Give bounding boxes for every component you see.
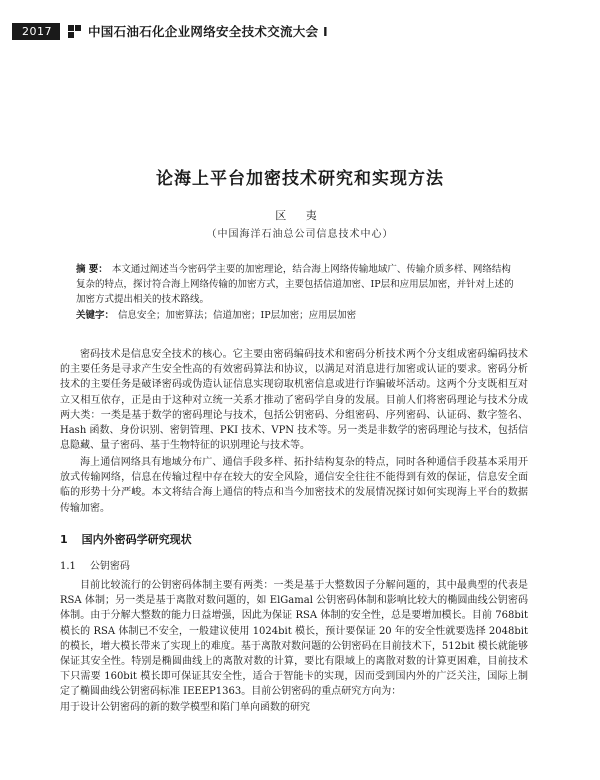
public-key-text: 目前比较流行的公钥密码体制主要有两类：一类是基于大整数因子分解问题的，其中最典型的代表是 RSA 体制；另一类是基于离散对数问题的，如 ElGamal 公钥密码体制和影响比较大的椭圆曲线公钥密码体制。由于分解大整数的能力日益增强，因此为保证 RSA 体制的安全性，总是要增加模长。目前 768bit 模长的 RSA 体制已不安全，一般建议使用 1024bit 模长，预计要保证 20 年的安全性就要选择 2048bit 的模长，增大模长带来了实现上的难度。基于离散对数问题的公钥密码在目前技术下，512bit 模长就能够保证其安全性。特别是椭圆曲线上的离散对数的计算，要比有限域上的离散对数的计算更困难，目前技术下只需要 160bit 模长即可保证其安全性，适合于智能卡的实现，因而受到国内外的广泛关注，国际上制定了椭圆曲线公钥密码标准 IEEEP1363。目前公钥密码的重点研究方向为： — [60, 580, 528, 698]
subsection-title: 公钥密码 — [89, 561, 130, 572]
body-paragraph-network: 海上通信网络具有地域分布广、通信手段多样、拓扑结构复杂的特点，同时各种通信手段基本采用开放式传输网络，信息在传输过程中存在较大的安全风险，通信安全往往不能得到有效的保证，信息安全面临的形势十分严峻。本文将结合海上通信的特点和当今加密技术的发展情况探讨如何实现海上平台的数据传输加密。 — [60, 457, 528, 514]
keywords-label: 关键字： — [76, 310, 115, 321]
keywords — [76, 308, 516, 323]
keywords-text: 信息安全；加密算法；信道加密；IP层加密；应用层加密 — [118, 310, 357, 321]
conference-logo-icon — [68, 25, 81, 38]
abstract-label: 摘 要： — [76, 264, 108, 275]
body-paragraph-intro: 密码技术是信息安全技术的核心。它主要由密码编码技术和密码分析技术两个分支组成密码编码技术的主要任务是寻求产生安全性高的有效密码算法和协议，以满足对消息进行加密或认证的要求。密码分析技术的主要任务是破译密码或伪造认证信息实现窃取机密信息或进行诈骗破坏活动。这两个分支既相互对立又相互依存，正是由于这种对立统一关系才推动了密码学自身的发展。目前人们将密码理论与技术分成两大类：一类是基于数学的密码理论与技术，包括公钥密码、分组密码、序列密码、认证码、数字签名、Hash 函数、身份识别、密钥管理、PKI 技术、VPN 技术等。另一类是非数学的密码理论与技术，包括信息隐藏、量子密码、基于生物特征的识别理论与技术等。 — [60, 349, 528, 452]
conference-name: 中国石油石化企业网络安全技术交流大会 I — [88, 24, 329, 39]
research-direction-item: 用于设计公钥密码的新的数学模型和陷门单向函数的研究 — [60, 701, 310, 713]
author-name: 区 夷 — [275, 209, 325, 222]
subsection-heading — [60, 557, 130, 572]
year-badge: 2017 — [12, 23, 60, 40]
abstract — [76, 262, 516, 307]
subsection-number: 1.1 — [60, 561, 76, 572]
section-heading — [60, 531, 192, 547]
body-paragraph-public-key — [60, 578, 528, 715]
section-number: 1 — [60, 533, 68, 546]
author-affiliation: （中国海洋石油总公司信息技术中心） — [206, 229, 394, 240]
running-header — [12, 22, 572, 40]
abstract-text: 本文通过阐述当今密码学主要的加密理论，结合海上网络传输地域广、传输介质多样、网络结构复杂的特点，探讨符合海上网络传输的加密方式，主要包括信道加密、IP层和应用层加密，并针对上述的加密方式提出相关的技术路线。 — [76, 264, 514, 305]
paper-title: 论海上平台加密技术研究和实现方法 — [156, 169, 444, 189]
section-title: 国内外密码学研究现状 — [81, 533, 192, 546]
